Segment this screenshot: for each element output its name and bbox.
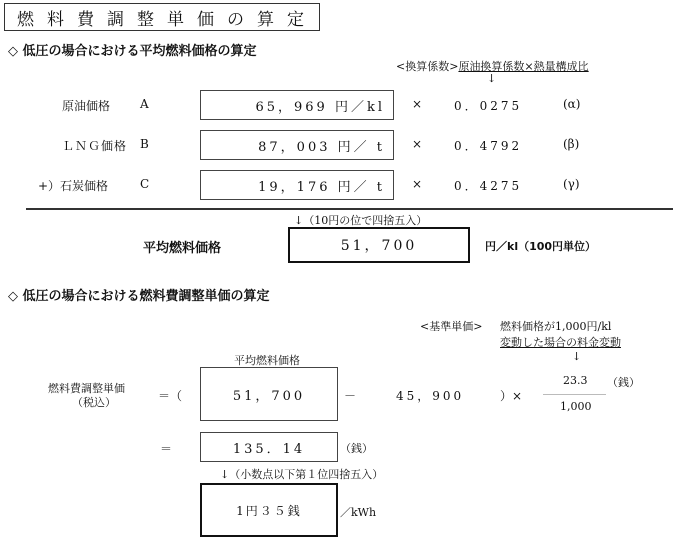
- down-arrow-icon: ↓: [572, 350, 582, 363]
- down-arrow-icon: ↓: [487, 72, 497, 85]
- close-paren-multiply: ）×: [500, 389, 523, 403]
- crude-oil-price-label: 原油価格: [62, 99, 111, 113]
- change-note-line2: 変動した場合の料金変動: [500, 336, 621, 349]
- average-fuel-price-unit: 円／kl（100円単位）: [485, 240, 597, 253]
- multiply-sign: ×: [412, 177, 423, 191]
- crude-oil-price-value: 65，969 円／kl: [200, 90, 394, 120]
- numerator-value: 23.3: [563, 374, 588, 387]
- alpha-symbol: (α): [563, 97, 581, 111]
- average-fuel-price-label: 平均燃料価格: [143, 241, 222, 256]
- average-fuel-price-value: 51，700: [288, 227, 470, 263]
- page-title: 燃料費調整単価の算定: [4, 3, 320, 31]
- equals-open-paren: ＝（: [158, 389, 183, 403]
- average-fuel-price-box: 51，700: [200, 367, 338, 421]
- sum-divider-line: [26, 208, 673, 210]
- base-price-label: <基準単価>: [420, 320, 483, 333]
- final-unit-price: 1円３５銭: [200, 483, 338, 537]
- base-price-value: 45，900: [396, 389, 465, 403]
- lng-price-value: 87，003 円／ t: [200, 130, 394, 160]
- result-unit: （銭）: [340, 442, 373, 455]
- change-note-line1: 燃料価格が1,000円/kl: [500, 320, 612, 333]
- average-fuel-price-caption: 平均燃料価格: [234, 354, 300, 367]
- coal-coefficient: 0．4275: [454, 179, 523, 193]
- denominator-value: 1,000: [560, 400, 592, 413]
- coal-price-value: 19，176 円／ t: [200, 170, 394, 200]
- equals-sign: ＝: [160, 442, 173, 456]
- lng-price-label: ＬＮＧ価格: [62, 139, 128, 153]
- multiply-sign: ×: [412, 137, 423, 151]
- lng-coefficient: 0．4792: [454, 139, 523, 153]
- gamma-symbol: (γ): [563, 177, 580, 191]
- minus-sign: －: [344, 389, 357, 403]
- numerator-unit: （銭）: [607, 376, 640, 389]
- section1-heading: ◇ 低圧の場合における平均燃料価格の算定: [8, 44, 257, 59]
- final-unit: ／kWh: [340, 506, 377, 519]
- coal-letter: C: [140, 177, 150, 191]
- rounding-note: ↓（10円の位で四捨五入）: [294, 214, 428, 227]
- section2-heading: ◇ 低圧の場合における燃料費調整単価の算定: [8, 289, 270, 304]
- result-value: 135．14: [200, 432, 338, 462]
- decimal-rounding-note: ↓（小数点以下第１位四捨五入）: [220, 468, 384, 481]
- tax-included-label: （税込）: [72, 396, 116, 409]
- crude-oil-coefficient: 0．0275: [454, 99, 523, 113]
- coefficient-note-formula: 原油換算係数×熱量構成比: [458, 60, 589, 73]
- fuel-adjustment-unit-price-label: 燃料費調整単価: [48, 382, 125, 395]
- lng-letter: B: [140, 137, 149, 151]
- multiply-sign: ×: [412, 97, 423, 111]
- fraction-line: [543, 394, 606, 395]
- crude-oil-letter: A: [140, 97, 149, 111]
- coal-price-label: +）石炭価格: [38, 179, 109, 193]
- coefficient-note-prefix: <換算係数>: [396, 60, 459, 73]
- beta-symbol: (β): [563, 137, 580, 151]
